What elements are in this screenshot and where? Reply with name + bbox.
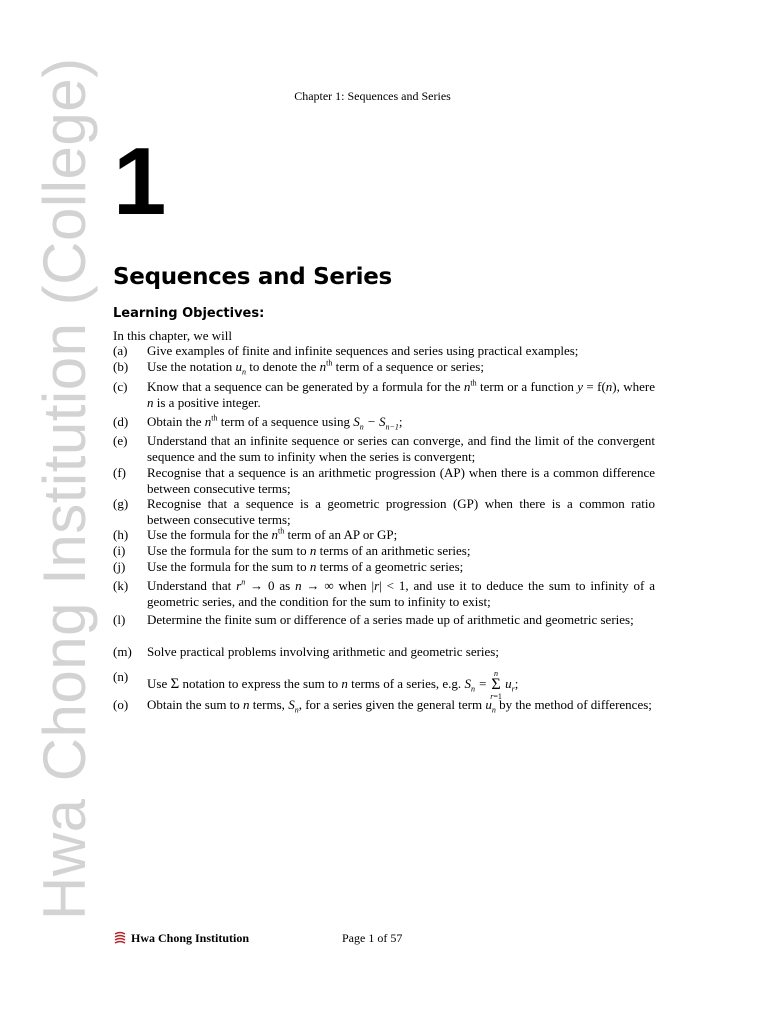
- objective-text: Give examples of finite and infinite sequences and series using practical examples;: [147, 343, 579, 358]
- objective-label: (b): [113, 359, 129, 374]
- math-sn: $S_n$: [288, 697, 299, 715]
- objective-label: (j): [113, 559, 126, 574]
- objective-item: [113, 644, 655, 660]
- objective-label: (l): [113, 612, 126, 627]
- objective-label: (k): [113, 578, 129, 593]
- learning-objectives-heading: Learning Objectives:: [113, 306, 265, 321]
- objective-text: Obtain the $n^{th}$ term of a sequence using $S_n - S_{n-1}$;: [147, 413, 403, 432]
- objective-label: (g): [113, 496, 129, 511]
- objective-text: Know that a sequence can be generated by a formula for the $n^{th}$ term or a function y = f(n), where n is a positive integer.: [147, 378, 656, 410]
- math-nth: n: [204, 414, 212, 429]
- objective-text: Use Σ notation to express the sum to n terms of a series, e.g. $S_n = n$ Σ r=1 $u_r$;: [147, 669, 519, 701]
- objective-item: [113, 379, 655, 410]
- sigma-symbol: Σ: [170, 675, 180, 692]
- math-rn-limit: $r^n$: [236, 577, 246, 593]
- objective-label: (e): [113, 433, 128, 448]
- math-y-fn: y = f(n): [577, 379, 617, 394]
- math-sigma-bounds: n Σ r=1: [490, 669, 502, 701]
- objective-item: [113, 578, 655, 609]
- page-number: Page 1 of 57: [342, 931, 403, 945]
- objective-item: [113, 543, 655, 559]
- objective-label: (m): [113, 644, 132, 659]
- objective-text: Recognise that a sequence is an arithmetic progression (AP) when there is a common difference between consecutive terms;: [147, 465, 655, 496]
- objective-text: Use the formula for the sum to n terms of an arithmetic series;: [147, 543, 471, 558]
- objective-item: [113, 433, 655, 464]
- objective-item: [113, 414, 655, 430]
- math-abs-r: |r| < 1: [371, 578, 406, 593]
- objective-label: (f): [113, 465, 126, 480]
- objective-label: (o): [113, 697, 129, 712]
- math-nth: n: [271, 527, 279, 542]
- running-header: Chapter 1: Sequences and Series: [294, 89, 451, 103]
- math-sum-example: $S_n$ =: [464, 675, 491, 694]
- math-u-n: $u_n$: [235, 359, 246, 377]
- objective-text: Understand that $r^n \to 0$ as n → ∞ when |r| < 1, and use it to deduce the sum to infinity of a geometric series, and the condition for the sum to infinity to exist;: [147, 577, 656, 609]
- objective-item: [113, 559, 655, 575]
- objective-item: [113, 465, 655, 496]
- math-sn-diff: $S_n - S_{n-1}$: [353, 414, 399, 432]
- objective-item: [113, 697, 655, 713]
- objective-text: Use the notation $u_n$ to denote the $n^{th}$ term of a sequence or series;: [147, 358, 484, 377]
- chapter-title: Sequences and Series: [113, 264, 392, 290]
- math-nth: n: [319, 359, 327, 374]
- objective-text: Obtain the sum to n terms, $S_n$, for a series given the general term $u_n$ by the method of differences;: [147, 697, 652, 715]
- objective-item: [113, 343, 655, 359]
- objective-label: (i): [113, 543, 126, 558]
- objective-label: (c): [113, 379, 128, 394]
- objective-text: Understand that an infinite sequence or series can converge, and find the limit of the convergent sequence and the sum to infinity when the series is convergent;: [147, 433, 655, 464]
- objective-label: (h): [113, 527, 129, 542]
- objective-item: [113, 612, 655, 628]
- objective-item: [113, 527, 655, 543]
- objective-label: (d): [113, 414, 129, 429]
- objective-text: Recognise that a sequence is a geometric progression (GP) when there is a common ratio between consecutive terms;: [147, 496, 655, 527]
- objective-item: [113, 496, 655, 527]
- objective-text: Solve practical problems involving arithmetic and geometric series;: [147, 644, 499, 659]
- math-nth: n: [463, 379, 471, 394]
- objective-text: Determine the finite sum or difference of a series made up of arithmetic and geometric series;: [147, 612, 634, 627]
- math-un: $u_n$: [485, 697, 496, 715]
- footer-institution: Hwa Chong Institution: [131, 931, 250, 945]
- chapter-number: 1: [113, 128, 167, 235]
- watermark-text: Hwa Chong Institution (College): [31, 57, 98, 920]
- objective-text: Use the formula for the sum to n terms of a geometric series;: [147, 559, 464, 574]
- objective-item: [113, 359, 655, 375]
- objective-label: (a): [113, 343, 128, 358]
- learning-objectives-intro: In this chapter, we will: [113, 328, 232, 343]
- objective-label: (n): [113, 669, 129, 684]
- objective-text: Use the formula for the $n^{th}$ term of an AP or GP;: [147, 526, 398, 542]
- institution-logo-icon: [113, 931, 127, 945]
- math-n-infinity: n → ∞: [295, 578, 334, 593]
